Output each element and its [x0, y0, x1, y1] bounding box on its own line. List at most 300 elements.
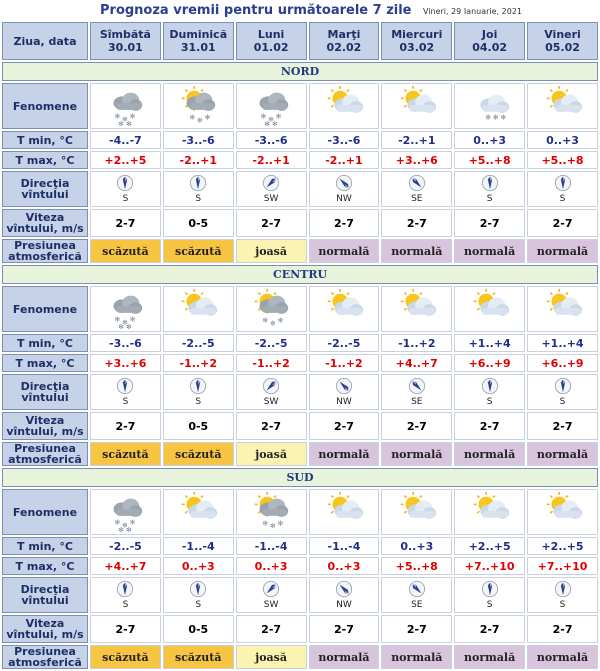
pressure-value: normală	[309, 239, 380, 263]
tmin-value: -1..-4	[236, 537, 307, 555]
wind-direction-label-text: vîntului	[21, 391, 69, 404]
wind-speed-label-text: vîntului, m/s	[6, 628, 84, 641]
svg-text:✻: ✻	[500, 113, 506, 122]
wind-speed-value: 2-7	[309, 615, 380, 643]
compass-icon	[262, 174, 280, 192]
tmin-value: -2..-5	[90, 537, 161, 555]
svg-text:✻: ✻	[114, 518, 121, 527]
svg-text:✻: ✻	[262, 519, 269, 528]
tmin-value: -2..+1	[381, 131, 452, 149]
svg-text:✻: ✻	[122, 115, 129, 124]
day-date: 31.01	[180, 41, 216, 54]
cloud-sun-icon	[310, 490, 379, 534]
tmin-value: -3..-6	[163, 131, 234, 149]
compass-icon	[408, 174, 426, 192]
svg-text:✻: ✻	[262, 316, 269, 325]
wind-speed-label-text: Viteza	[25, 414, 65, 427]
wind-direction	[237, 377, 306, 407]
cloud-sun-icon	[382, 490, 451, 534]
day-name: Sîmbătă	[99, 28, 151, 41]
tmax-value: +7..+10	[454, 557, 525, 575]
wind-direction-value: S	[559, 194, 566, 204]
day-date: 05.02	[545, 41, 580, 54]
wind-speed-value: 2-7	[381, 412, 452, 440]
svg-text:✻: ✻	[126, 526, 132, 534]
wind-direction-label	[2, 171, 88, 207]
tmin-label-text: T min, °C	[17, 539, 73, 553]
wind-direction-value: S	[122, 600, 129, 610]
weather-cell	[381, 489, 452, 535]
tmax-label-text: T max, °C	[15, 559, 75, 573]
tmin-value: -1..-4	[309, 537, 380, 555]
wind-direction-cell	[381, 374, 452, 410]
region-title: SUD	[2, 468, 598, 487]
wind-direction	[528, 174, 597, 204]
wind-direction	[310, 580, 379, 610]
wind-direction-cell	[163, 577, 234, 613]
wind-direction-cell	[236, 577, 307, 613]
wind-speed-value: 2-7	[454, 412, 525, 440]
pressure-label-text: Presiunea	[14, 645, 76, 658]
tmax-row	[2, 557, 598, 575]
pressure-label-text: atmosferică	[8, 656, 82, 669]
wind-direction	[382, 377, 451, 407]
wind-direction	[382, 580, 451, 610]
wind-speed-value: 2-7	[381, 209, 452, 237]
wind-direction-value: SW	[263, 194, 279, 204]
wind-speed-value: 2-7	[381, 615, 452, 643]
day-date: 03.02	[399, 41, 435, 54]
cloud-sun-snow-icon	[164, 84, 233, 128]
pressure-value: normală	[381, 442, 452, 466]
wind-speed-value: 2-7	[309, 209, 380, 237]
wind-direction-cell	[309, 577, 380, 613]
cloud-sun-icon	[528, 490, 597, 534]
weather-cell	[309, 83, 380, 129]
pressure-value: normală	[381, 239, 452, 263]
pressure-value: scăzută	[90, 239, 161, 263]
tmin-value: +1..+4	[527, 334, 598, 352]
fenomene-row	[2, 489, 598, 535]
page-header	[0, 0, 600, 22]
cloud-sun-snow-icon	[237, 287, 306, 331]
cloud-sun-icon	[310, 287, 379, 331]
day-name: Luni	[257, 28, 285, 41]
tmin-value: -3..-6	[309, 131, 380, 149]
svg-text:✻: ✻	[270, 522, 276, 531]
tmin-value: -4..-7	[90, 131, 161, 149]
compass-icon	[408, 580, 426, 598]
tmin-label	[2, 334, 88, 352]
wind-direction-value: S	[486, 397, 493, 407]
day-name: Marţi	[327, 28, 361, 41]
svg-text:✻: ✻	[484, 113, 491, 122]
weather-cell	[90, 83, 161, 129]
tmin-value: -2..-5	[309, 334, 380, 352]
pressure-value: normală	[527, 645, 598, 669]
wind-direction-value: S	[195, 600, 202, 610]
pressure-label	[2, 645, 88, 669]
svg-text:✻: ✻	[122, 521, 129, 530]
cloud-sun-icon	[382, 84, 451, 128]
tmin-label	[2, 537, 88, 555]
day-header	[454, 22, 525, 60]
compass-icon	[262, 377, 280, 395]
compass-icon	[481, 377, 499, 395]
wind-direction-label-text: Direcţia	[20, 177, 70, 190]
wind-speed-value: 2-7	[454, 615, 525, 643]
tmax-value: -1..+2	[163, 354, 234, 372]
pressure-row	[2, 239, 598, 263]
wind-direction-value: SW	[263, 600, 279, 610]
weather-cell	[454, 489, 525, 535]
day-header	[90, 22, 161, 60]
tmax-value: +5..+8	[527, 151, 598, 169]
tmin-value: -3..-6	[90, 334, 161, 352]
wind-speed-value: 2-7	[236, 209, 307, 237]
svg-text:✻: ✻	[204, 113, 211, 122]
wind-direction-value: SE	[411, 600, 423, 610]
day-name: Miercuri	[391, 28, 443, 41]
region-title: NORD	[2, 62, 598, 81]
tmin-value: -2..-5	[163, 334, 234, 352]
tmax-value: 0..+3	[163, 557, 234, 575]
wind-speed-label-text: vîntului, m/s	[6, 425, 84, 438]
wind-direction	[164, 377, 233, 407]
tmin-value: -3..-6	[236, 131, 307, 149]
tmax-value: -2..+1	[236, 151, 307, 169]
compass-icon	[189, 580, 207, 598]
wind-speed-label-text: vîntului, m/s	[6, 222, 84, 235]
wind-speed-label	[2, 615, 88, 643]
day-name: Duminică	[169, 28, 228, 41]
weather-cell	[309, 286, 380, 332]
tmin-value: 0..+3	[381, 537, 452, 555]
wind-direction	[310, 377, 379, 407]
wind-speed-label	[2, 209, 88, 237]
pressure-label-text: atmosferică	[8, 453, 82, 466]
forecast-date: Vineri, 29 Ianuarie, 2021	[422, 7, 522, 16]
tmax-row	[2, 354, 598, 372]
region-title: CENTRU	[2, 265, 598, 284]
pressure-value: joasă	[236, 239, 307, 263]
wind-direction	[455, 377, 524, 407]
wind-direction-value: SE	[411, 194, 423, 204]
compass-icon	[116, 580, 134, 598]
tmax-value: -1..+2	[236, 354, 307, 372]
weather-cell	[90, 286, 161, 332]
day-header	[309, 22, 380, 60]
weather-cell	[381, 83, 452, 129]
compass-icon	[189, 377, 207, 395]
tmax-value: 0..+3	[309, 557, 380, 575]
day-header	[163, 22, 234, 60]
tmax-row	[2, 151, 598, 169]
compass-icon	[335, 377, 353, 395]
wind-speed-label-text: Viteza	[25, 211, 65, 224]
pressure-label	[2, 239, 88, 263]
tmax-value: +7..+10	[527, 557, 598, 575]
wind-direction-label-text: vîntului	[21, 594, 69, 607]
wind-speed-value: 2-7	[454, 209, 525, 237]
wind-direction-value: SE	[411, 397, 423, 407]
wind-direction	[91, 174, 160, 204]
svg-text:✻: ✻	[114, 112, 121, 121]
pressure-value: scăzută	[90, 442, 161, 466]
tmax-label-text: T max, °C	[15, 356, 75, 370]
cloud-sun-icon	[164, 287, 233, 331]
svg-text:✻: ✻	[126, 120, 132, 128]
compass-icon	[335, 580, 353, 598]
tmin-row	[2, 131, 598, 149]
svg-text:✻: ✻	[275, 112, 282, 121]
wind-direction-row	[2, 171, 598, 207]
wind-direction-label	[2, 577, 88, 613]
svg-text:✻: ✻	[268, 115, 274, 124]
wind-direction	[528, 580, 597, 610]
pressure-value: normală	[381, 645, 452, 669]
fenomene-label	[2, 489, 88, 535]
cloud-sun-icon	[528, 84, 597, 128]
wind-speed-row	[2, 615, 598, 643]
pressure-value: normală	[309, 645, 380, 669]
wind-speed-value: 0-5	[163, 412, 234, 440]
wind-direction-cell	[381, 171, 452, 207]
wind-direction-cell	[90, 374, 161, 410]
pressure-label	[2, 442, 88, 466]
cloud-sun-icon	[164, 490, 233, 534]
pressure-value: joasă	[236, 645, 307, 669]
weather-cell	[381, 286, 452, 332]
pressure-label-text: Presiunea	[14, 442, 76, 455]
weather-cell	[527, 83, 598, 129]
compass-icon	[335, 174, 353, 192]
wind-speed-value: 2-7	[90, 412, 161, 440]
svg-text:✻: ✻	[118, 323, 125, 331]
tmin-value: +2..+5	[454, 537, 525, 555]
wind-direction-value: SW	[263, 397, 279, 407]
pressure-label-text: Presiunea	[14, 239, 76, 252]
wind-direction-value: S	[559, 397, 566, 407]
wind-speed-value: 2-7	[527, 412, 598, 440]
weather-cell	[236, 489, 307, 535]
wind-direction	[528, 377, 597, 407]
tmin-row	[2, 334, 598, 352]
svg-text:✻: ✻	[277, 519, 284, 528]
tmax-value: 0..+3	[236, 557, 307, 575]
page-title: Prognoza vremii pentru următoarele 7 zile	[100, 3, 412, 18]
cloud-snow-icon	[237, 84, 306, 128]
weather-cell	[527, 286, 598, 332]
svg-text:✻: ✻	[264, 120, 271, 128]
tmax-value: +6..+9	[454, 354, 525, 372]
svg-text:✻: ✻	[126, 323, 132, 331]
tmin-label	[2, 131, 88, 149]
svg-text:✻: ✻	[272, 120, 278, 128]
weather-cell	[309, 489, 380, 535]
wind-direction-cell	[454, 171, 525, 207]
tmax-value: +5..+8	[381, 557, 452, 575]
forecast-table	[0, 20, 600, 671]
day-header	[236, 22, 307, 60]
tmin-value: 0..+3	[454, 131, 525, 149]
wind-direction-cell	[454, 577, 525, 613]
wind-speed-value: 2-7	[236, 412, 307, 440]
weather-cell	[454, 286, 525, 332]
wind-speed-value: 2-7	[527, 615, 598, 643]
day-header	[527, 22, 598, 60]
wind-speed-value: 0-5	[163, 615, 234, 643]
tmax-label	[2, 151, 88, 169]
svg-text:✻: ✻	[118, 120, 125, 128]
region-row	[2, 62, 598, 81]
fenomene-row	[2, 83, 598, 129]
weather-cell	[90, 489, 161, 535]
wind-direction-value: S	[486, 600, 493, 610]
cloud-snow-icon	[91, 287, 160, 331]
wind-direction	[455, 580, 524, 610]
wind-direction-cell	[381, 577, 452, 613]
pressure-value: normală	[454, 645, 525, 669]
wind-direction-value: S	[195, 397, 202, 407]
wind-direction-cell	[163, 374, 234, 410]
wind-direction	[310, 174, 379, 204]
day-header	[381, 22, 452, 60]
compass-icon	[481, 174, 499, 192]
tmax-value: +4..+7	[90, 557, 161, 575]
svg-text:✻: ✻	[197, 116, 203, 125]
pressure-value: scăzută	[163, 645, 234, 669]
wind-direction-cell	[527, 171, 598, 207]
wind-speed-value: 2-7	[236, 615, 307, 643]
wind-direction-label-text: vîntului	[21, 188, 69, 201]
region-row	[2, 265, 598, 284]
tmax-label	[2, 557, 88, 575]
tmax-value: -2..+1	[309, 151, 380, 169]
wind-direction-cell	[454, 374, 525, 410]
wind-direction-row	[2, 374, 598, 410]
tmax-value: -2..+1	[163, 151, 234, 169]
pressure-value: normală	[454, 442, 525, 466]
compass-icon	[408, 377, 426, 395]
compass-icon	[262, 580, 280, 598]
pressure-value: joasă	[236, 442, 307, 466]
fenomene-label-text: Fenomene	[12, 302, 78, 316]
pressure-value: normală	[454, 239, 525, 263]
cloud-light-snow-icon	[455, 84, 524, 128]
day-date: 01.02	[253, 41, 289, 54]
svg-text:✻: ✻	[114, 315, 121, 324]
wind-direction-cell	[527, 577, 598, 613]
wind-speed-value: 2-7	[90, 615, 161, 643]
svg-text:✻: ✻	[277, 316, 284, 325]
wind-direction	[91, 580, 160, 610]
cloud-sun-snow-icon	[237, 490, 306, 534]
tmin-label-text: T min, °C	[17, 133, 73, 147]
wind-direction-value: NW	[336, 397, 352, 407]
tmax-value: +4..+7	[381, 354, 452, 372]
cloud-sun-icon	[382, 287, 451, 331]
svg-text:✻: ✻	[130, 112, 136, 121]
tmin-value: 0..+3	[527, 131, 598, 149]
wind-direction	[382, 174, 451, 204]
weather-cell	[527, 489, 598, 535]
fenomene-label	[2, 83, 88, 129]
weather-cell	[236, 83, 307, 129]
wind-direction-value: NW	[336, 194, 352, 204]
wind-direction	[164, 580, 233, 610]
wind-speed-value: 2-7	[527, 209, 598, 237]
tmax-value: +2..+5	[90, 151, 161, 169]
svg-text:✻: ✻	[492, 113, 499, 122]
tmin-value: +1..+4	[454, 334, 525, 352]
svg-text:✻: ✻	[130, 315, 136, 324]
cloud-sun-icon	[528, 287, 597, 331]
fenomene-row	[2, 286, 598, 332]
cloud-snow-icon	[91, 84, 160, 128]
day-name: Vineri	[544, 28, 581, 41]
pressure-value: scăzută	[163, 442, 234, 466]
wind-speed-row	[2, 209, 598, 237]
compass-icon	[189, 174, 207, 192]
wind-speed-label	[2, 412, 88, 440]
tmin-value: -2..-5	[236, 334, 307, 352]
wind-direction	[237, 174, 306, 204]
tmax-value: +3..+6	[381, 151, 452, 169]
wind-speed-label-text: Viteza	[25, 617, 65, 630]
wind-speed-row	[2, 412, 598, 440]
tmax-value: +3..+6	[90, 354, 161, 372]
svg-text:✻: ✻	[270, 319, 276, 328]
wind-speed-value: 2-7	[309, 412, 380, 440]
weather-cell	[163, 286, 234, 332]
day-date: 30.01	[108, 41, 143, 54]
compass-icon	[481, 580, 499, 598]
pressure-value: normală	[527, 442, 598, 466]
tmin-row	[2, 537, 598, 555]
wind-direction	[237, 580, 306, 610]
tmin-value: -1..+2	[381, 334, 452, 352]
pressure-row	[2, 645, 598, 669]
weather-cell	[163, 83, 234, 129]
wind-direction-value: S	[122, 194, 129, 204]
wind-direction-value: S	[122, 397, 129, 407]
cloud-snow-icon	[91, 490, 160, 534]
tmin-value: -1..-4	[163, 537, 234, 555]
wind-direction	[455, 174, 524, 204]
compass-icon	[554, 580, 572, 598]
day-column-label: Ziua, data	[2, 22, 88, 60]
pressure-value: normală	[527, 239, 598, 263]
wind-direction-label	[2, 374, 88, 410]
compass-icon	[116, 174, 134, 192]
wind-direction-label-text: Direcţia	[20, 583, 70, 596]
fenomene-label	[2, 286, 88, 332]
compass-icon	[554, 174, 572, 192]
cloud-sun-icon	[455, 287, 524, 331]
fenomene-label-text: Fenomene	[12, 99, 78, 113]
svg-text:✻: ✻	[189, 113, 196, 122]
tmax-value: +6..+9	[527, 354, 598, 372]
tmax-label-text: T max, °C	[15, 153, 75, 167]
wind-direction	[91, 377, 160, 407]
svg-text:✻: ✻	[118, 526, 125, 534]
fenomene-label-text: Fenomene	[12, 505, 78, 519]
tmin-label-text: T min, °C	[17, 336, 73, 350]
compass-icon	[116, 377, 134, 395]
pressure-value: scăzută	[90, 645, 161, 669]
svg-text:✻: ✻	[122, 318, 129, 327]
